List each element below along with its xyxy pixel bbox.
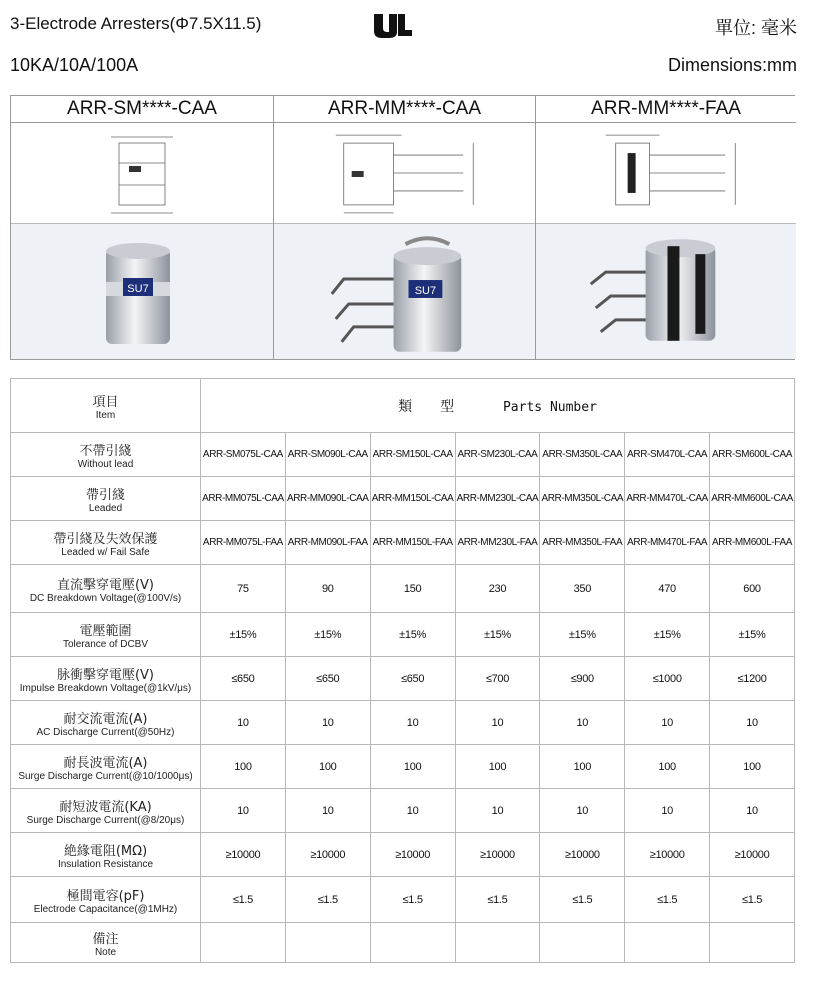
value-cell: 75 xyxy=(201,565,286,613)
value-cell: 10 xyxy=(455,701,540,745)
value-cell: 10 xyxy=(370,789,455,833)
value-cell: 10 xyxy=(285,789,370,833)
value-cell: ±15% xyxy=(455,613,540,657)
svg-text:SU7: SU7 xyxy=(127,283,149,295)
table-row xyxy=(11,701,795,745)
value-cell: ≤900 xyxy=(540,657,625,701)
value-cell: 150 xyxy=(370,565,455,613)
part-number-cell: ARR-MM150L-FAA xyxy=(370,521,455,565)
value-cell: 350 xyxy=(540,565,625,613)
product-drawing xyxy=(274,123,535,224)
table-row xyxy=(11,433,795,477)
table-row xyxy=(11,923,795,963)
parts-number-header: 類 型 Parts Number xyxy=(201,379,795,433)
ul-logo-icon xyxy=(370,10,414,40)
product-column xyxy=(11,96,273,359)
value-cell: ≤1200 xyxy=(710,657,795,701)
part-number-cell: ARR-SM470L-CAA xyxy=(625,433,710,477)
value-cell: 230 xyxy=(455,565,540,613)
row-label: 直流擊穿電壓(V) DC Breakdown Voltage(@100V/s) xyxy=(11,565,201,613)
value-cell xyxy=(455,923,540,963)
row-label: 極間電容(pF) Electrode Capacitance(@1MHz) xyxy=(11,877,201,923)
value-cell: 10 xyxy=(370,701,455,745)
value-cell: 600 xyxy=(710,565,795,613)
product-title: ARR-MM****-FAA xyxy=(536,96,796,123)
value-cell: 10 xyxy=(625,789,710,833)
value-cell: ≤700 xyxy=(455,657,540,701)
product-title: ARR-MM****-CAA xyxy=(274,96,535,123)
row-label: 不帶引綫 Without lead xyxy=(11,433,201,477)
dimensions-label: Dimensions:mm xyxy=(667,55,797,75)
value-cell: ≥10000 xyxy=(710,833,795,877)
part-number-cell: ARR-MM350L-FAA xyxy=(540,521,625,565)
part-number-cell: ARR-SM150L-CAA xyxy=(370,433,455,477)
value-cell: 10 xyxy=(201,701,286,745)
value-cell xyxy=(370,923,455,963)
unit-label: 單位: 毫米 xyxy=(714,18,797,38)
value-cell: ≤650 xyxy=(285,657,370,701)
row-label: 備注 Note xyxy=(11,923,201,963)
value-cell: ±15% xyxy=(201,613,286,657)
part-number-cell: ARR-MM230L-CAA xyxy=(455,477,540,521)
value-cell: ±15% xyxy=(625,613,710,657)
part-number-cell: ARR-MM470L-FAA xyxy=(625,521,710,565)
value-cell: ≤650 xyxy=(370,657,455,701)
value-cell: ≥10000 xyxy=(201,833,286,877)
value-cell: 100 xyxy=(625,745,710,789)
value-cell xyxy=(625,923,710,963)
value-cell: 100 xyxy=(285,745,370,789)
table-row xyxy=(11,565,795,613)
value-cell: ≤650 xyxy=(201,657,286,701)
part-number-cell: ARR-MM075L-CAA xyxy=(201,477,286,521)
table-row xyxy=(11,613,795,657)
value-cell: 100 xyxy=(455,745,540,789)
value-cell: ≤1.5 xyxy=(370,877,455,923)
table-row xyxy=(11,745,795,789)
brand-mark: SU7 xyxy=(414,284,437,297)
product-column xyxy=(273,96,535,359)
value-cell: ≥10000 xyxy=(285,833,370,877)
product-title: ARR-SM****-CAA xyxy=(11,96,273,123)
value-cell: ≤1.5 xyxy=(710,877,795,923)
value-cell: 100 xyxy=(370,745,455,789)
value-cell: ≥10000 xyxy=(455,833,540,877)
value-cell: 100 xyxy=(540,745,625,789)
rating-subtitle: 10KA/10A/100A xyxy=(10,55,139,75)
part-number-cell: ARR-SM350L-CAA xyxy=(540,433,625,477)
value-cell: 10 xyxy=(625,701,710,745)
table-row xyxy=(11,877,795,923)
value-cell: ±15% xyxy=(710,613,795,657)
part-number-cell: ARR-MM600L-CAA xyxy=(710,477,795,521)
value-cell xyxy=(710,923,795,963)
value-cell: 10 xyxy=(710,789,795,833)
row-label: 電壓範圍 Tolerance of DCBV xyxy=(11,613,201,657)
value-cell: ≥10000 xyxy=(625,833,710,877)
row-label: 帶引綫 Leaded xyxy=(11,477,201,521)
row-label: 耐短波電流(KA) Surge Discharge Current(@8/20μs) xyxy=(11,789,201,833)
product-photo xyxy=(274,224,535,359)
part-number-cell: ARR-MM075L-FAA xyxy=(201,521,286,565)
value-cell: 10 xyxy=(455,789,540,833)
part-number-cell: ARR-MM150L-CAA xyxy=(370,477,455,521)
part-number-cell: ARR-SM600L-CAA xyxy=(710,433,795,477)
value-cell: 100 xyxy=(710,745,795,789)
value-cell: ±15% xyxy=(540,613,625,657)
part-number-cell: ARR-MM470L-CAA xyxy=(625,477,710,521)
part-number-cell: ARR-MM230L-FAA xyxy=(455,521,540,565)
value-cell: 10 xyxy=(201,789,286,833)
value-cell: ≤1.5 xyxy=(455,877,540,923)
value-cell xyxy=(540,923,625,963)
table-row xyxy=(11,521,795,565)
part-number-cell: ARR-MM600L-FAA xyxy=(710,521,795,565)
page-title: 3-Electrode Arresters(Φ7.5X11.5) xyxy=(10,14,262,33)
part-number-cell: ARR-MM350L-CAA xyxy=(540,477,625,521)
value-cell: 10 xyxy=(710,701,795,745)
product-panel xyxy=(10,95,795,360)
part-number-cell: ARR-SM230L-CAA xyxy=(455,433,540,477)
value-cell: ≤1.5 xyxy=(540,877,625,923)
value-cell: 10 xyxy=(285,701,370,745)
value-cell: 100 xyxy=(201,745,286,789)
part-number-cell: ARR-MM090L-CAA xyxy=(285,477,370,521)
row-label: 脉衝擊穿電壓(V) Impulse Breakdown Voltage(@1kV/μs) xyxy=(11,657,201,701)
product-drawing xyxy=(11,123,273,224)
value-cell: ≤1.5 xyxy=(625,877,710,923)
product-column xyxy=(535,96,796,359)
spec-table xyxy=(10,378,795,963)
part-number-cell: ARR-MM090L-FAA xyxy=(285,521,370,565)
table-header-row xyxy=(11,379,795,433)
value-cell: 470 xyxy=(625,565,710,613)
value-cell: 10 xyxy=(540,789,625,833)
table-row xyxy=(11,477,795,521)
row-label: 絶緣電阻(MΩ) Insulation Resistance xyxy=(11,833,201,877)
part-number-cell: ARR-SM075L-CAA xyxy=(201,433,286,477)
table-row xyxy=(11,833,795,877)
value-cell: ±15% xyxy=(285,613,370,657)
value-cell xyxy=(201,923,286,963)
row-label: 耐交流電流(A) AC Discharge Current(@50Hz) xyxy=(11,701,201,745)
value-cell: 90 xyxy=(285,565,370,613)
value-cell: ≥10000 xyxy=(540,833,625,877)
value-cell xyxy=(285,923,370,963)
item-header: 項目 Item xyxy=(11,379,201,433)
value-cell: ≤1.5 xyxy=(201,877,286,923)
value-cell: 10 xyxy=(540,701,625,745)
value-cell: ≥10000 xyxy=(370,833,455,877)
value-cell: ±15% xyxy=(370,613,455,657)
row-label: 耐長波電流(A) Surge Discharge Current(@10/1000μs) xyxy=(11,745,201,789)
product-drawing xyxy=(536,123,796,224)
row-label: 帶引綫及失效保護 Leaded w/ Fail Safe xyxy=(11,521,201,565)
product-photo xyxy=(11,224,273,359)
part-number-cell: ARR-SM090L-CAA xyxy=(285,433,370,477)
value-cell: ≤1000 xyxy=(625,657,710,701)
value-cell: ≤1.5 xyxy=(285,877,370,923)
table-row xyxy=(11,657,795,701)
product-photo xyxy=(536,224,796,359)
table-row xyxy=(11,789,795,833)
